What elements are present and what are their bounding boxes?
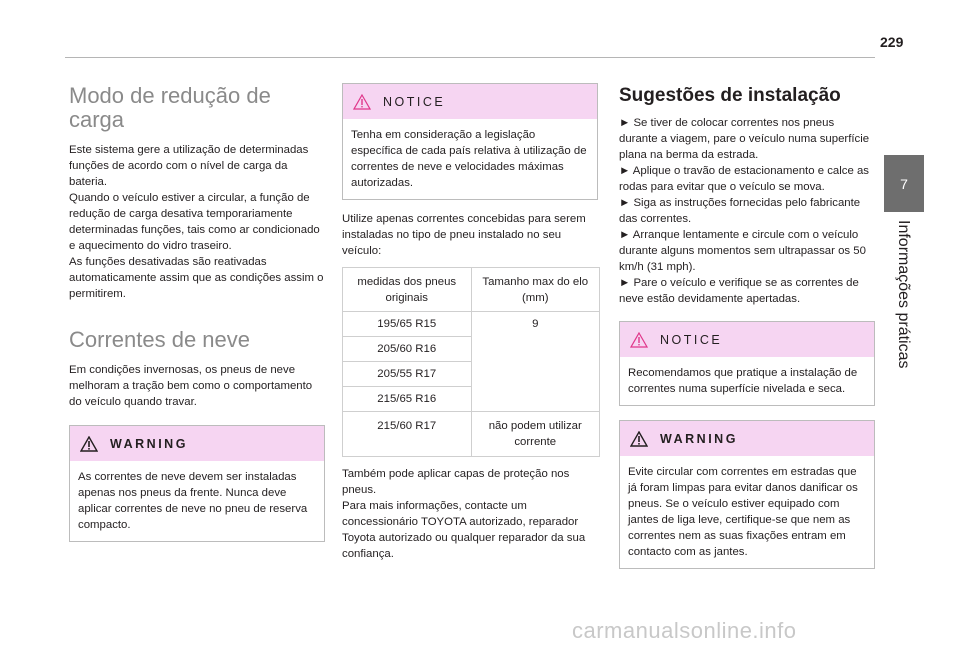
notice-triangle-icon (353, 94, 371, 110)
notice-callout-header (620, 322, 874, 357)
table-header-link-size: Tamanho max do elo (mm) (471, 268, 599, 312)
snow-chains-text: Em condições invernosas, os pneus de neve melhoram a tração bem como o comportamento do veículo quando travar. (69, 364, 313, 408)
table-row (343, 412, 599, 457)
table-cell-tire: 205/55 R17 (343, 362, 471, 387)
install-step: ► Aplique o travão de estacionamento e calce as rodas para evitar que o veículo se mova. (619, 165, 869, 193)
chapter-title: Informações práticas (895, 220, 912, 369)
install-step: ► Se tiver de colocar correntes nos pneus durante a viagem, pare o veículo numa superfície plana na berma da estrada. (619, 117, 870, 161)
warning-label: WARNING (660, 431, 738, 446)
table-cell-tire: 205/60 R16 (343, 337, 471, 362)
notice-callout (342, 83, 598, 200)
notice-callout (619, 321, 875, 406)
warning-triangle-icon (80, 436, 98, 452)
chapter-number: 7 (900, 175, 908, 192)
notice-text: Tenha em consideração a legislação específica de cada país relativa à utilização de correntes de neve e velocidades máximas autorizadas. (351, 129, 587, 189)
chains-outro-text-2: Para mais informações, contacte um concessionário TOYOTA autorizado, reparador Toyota autorizado ou qualquer reparador da sua confiança. (342, 500, 586, 560)
warning-callout-header (70, 426, 324, 461)
installation-heading: Sugestões de instalação (619, 85, 841, 106)
chapter-title-vertical (890, 220, 914, 370)
snow-chains-heading: Correntes de neve (69, 327, 250, 352)
table-row (343, 312, 599, 337)
notice-triangle-icon (630, 332, 648, 348)
warning-callout (69, 425, 325, 542)
warning-label: WARNING (110, 436, 188, 451)
column-middle (342, 80, 598, 562)
table-header-tire-sizes: medidas dos pneus originais (343, 268, 471, 312)
load-text-1: Este sistema gere a utilização de determinadas funções de acordo com o nível de carga da bateria. (69, 144, 309, 188)
chains-outro-text-1: Também pode aplicar capas de proteção nos pneus. (342, 468, 570, 496)
column-left (69, 80, 325, 542)
notice-text: Recomendamos que pratique a instalação de correntes numa superfície nivelada e seca. (628, 367, 858, 395)
table-cell-link-size: não podem utilizar corrente (471, 412, 599, 457)
install-step: ► Arranque lentamente e circule com o veículo durante alguns momentos sem ultrapassar os 50 km/h (31 mph). (619, 229, 866, 273)
table-cell-link-size: 9 (532, 318, 539, 330)
chains-intro-text: Utilize apenas correntes concebidas para serem instaladas no tipo de pneu instalado no seu veículo: (342, 213, 586, 257)
table-cell-tire: 215/65 R16 (343, 387, 471, 412)
warning-text: Evite circular com correntes em estradas que já foram limpas para evitar danos danificar os pneus. Se o veículo estiver equipado com jantes de liga leve, certifique-se que nem as correntes nem as suas fixações entram em contacto com as jantes. (628, 466, 858, 558)
table-cell-tire: 215/60 R17 (343, 412, 471, 457)
warning-text: As correntes de neve devem ser instaladas apenas nos pneus da frente. Nunca deve aplicar correntes de neve no pneu de reserva compacto. (78, 471, 308, 531)
install-step: ► Pare o veículo e verifique se as correntes de neve estão devidamente apertadas. (619, 277, 859, 305)
load-text-3: As funções desativadas são reativadas automaticamente assim que as condições assim o permitirem. (69, 256, 324, 300)
chapter-tab (884, 155, 924, 212)
table-cell-tire: 195/65 R15 (343, 312, 471, 337)
header-divider (65, 57, 875, 58)
page-number: 229 (880, 34, 904, 50)
table-header-row (343, 268, 599, 312)
install-step: ► Siga as instruções fornecidas pelo fabricante das correntes. (619, 197, 861, 225)
warning-callout (619, 420, 875, 569)
load-text-2: Quando o veículo estiver a circular, a função de redução de carga desativa temporariamente determinadas funções, tais como ar condicionado e aquecimento do vidro traseiro. (69, 192, 320, 252)
notice-label: NOTICE (660, 332, 723, 347)
notice-label: NOTICE (383, 94, 446, 109)
watermark: carmanualsonline.info (572, 618, 797, 643)
warning-triangle-icon (630, 431, 648, 447)
notice-callout-header (343, 84, 597, 119)
column-right (619, 80, 875, 569)
warning-callout-header (620, 421, 874, 456)
load-reduction-heading: Modo de redução de carga (69, 83, 271, 132)
tire-size-table (342, 267, 600, 457)
